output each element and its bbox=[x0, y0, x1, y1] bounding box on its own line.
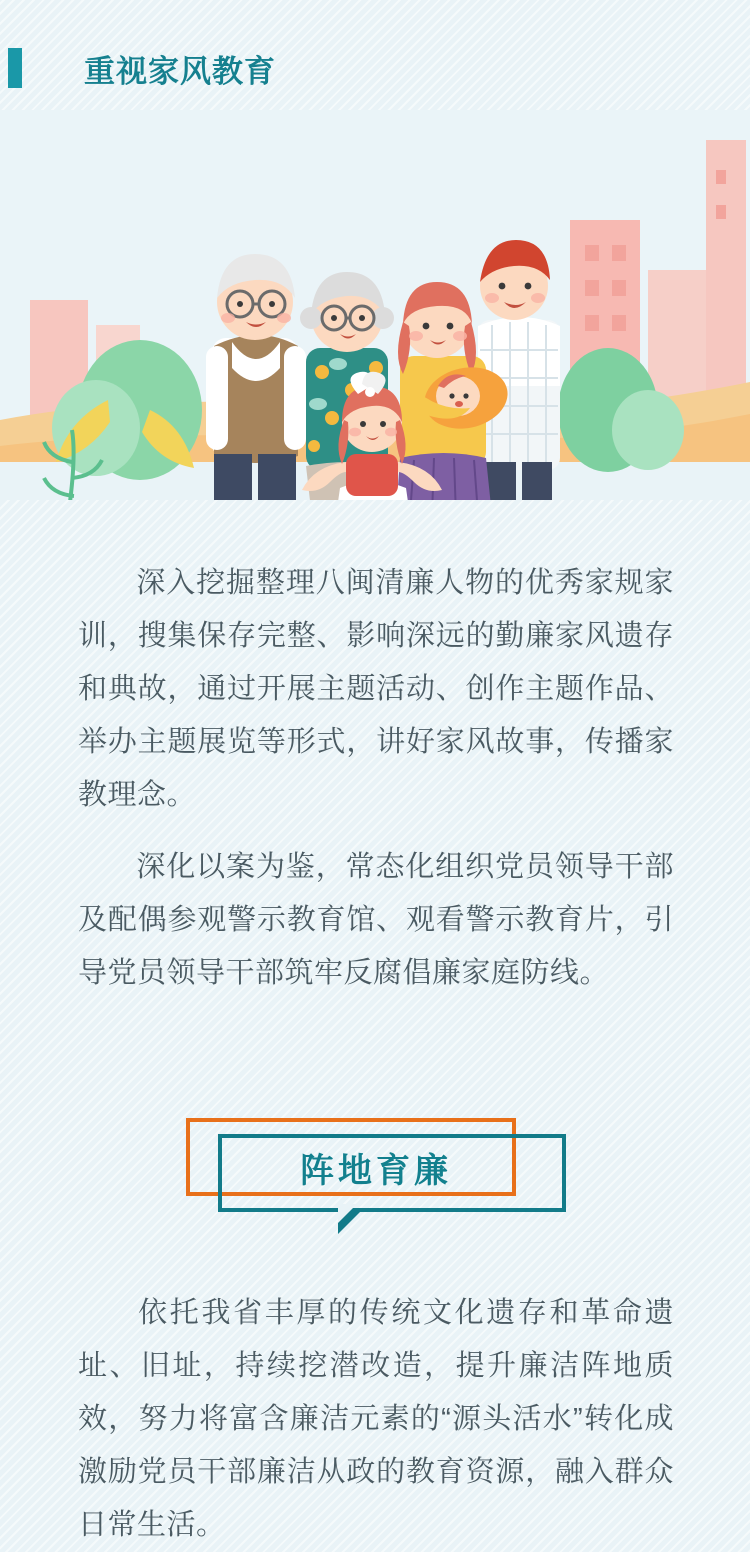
page-title: 重视家风教育 bbox=[84, 53, 276, 89]
paragraph-family-education bbox=[78, 557, 674, 822]
paragraph-3-text: 依托我省丰厚的传统文化遗存和革命遗址、旧址，持续挖潜改造，提升廉洁阵地质效，努力将富含廉洁元素的“源头活水”转化成激励党员干部廉洁从政的教育资源，融入群众日常生活。 bbox=[78, 1297, 674, 1541]
family-three-generations-illustration bbox=[0, 110, 750, 500]
section-subtitle-bubble bbox=[186, 1118, 566, 1228]
section-header bbox=[0, 40, 750, 96]
paragraph-cultural-sites bbox=[78, 1287, 674, 1552]
paragraph-2-text: 深化以案为鉴，常态化组织党员领导干部及配偶参观警示教育馆、观看警示教育片，引导党员领导干部筑牢反腐倡廉家庭防线。 bbox=[78, 851, 674, 989]
bubble-title-label: 阵地育廉 bbox=[300, 1152, 452, 1190]
paragraph-case-warning-education bbox=[78, 841, 674, 1000]
header-accent-bar bbox=[8, 48, 22, 88]
paragraph-1-text: 深入挖掘整理八闽清廉人物的优秀家规家训，搜集保存完整、影响深远的勤廉家风遗存和典故，通过开展主题活动、创作主题作品、举办主题展览等形式，讲好家风故事，传播家教理念。 bbox=[78, 567, 674, 811]
